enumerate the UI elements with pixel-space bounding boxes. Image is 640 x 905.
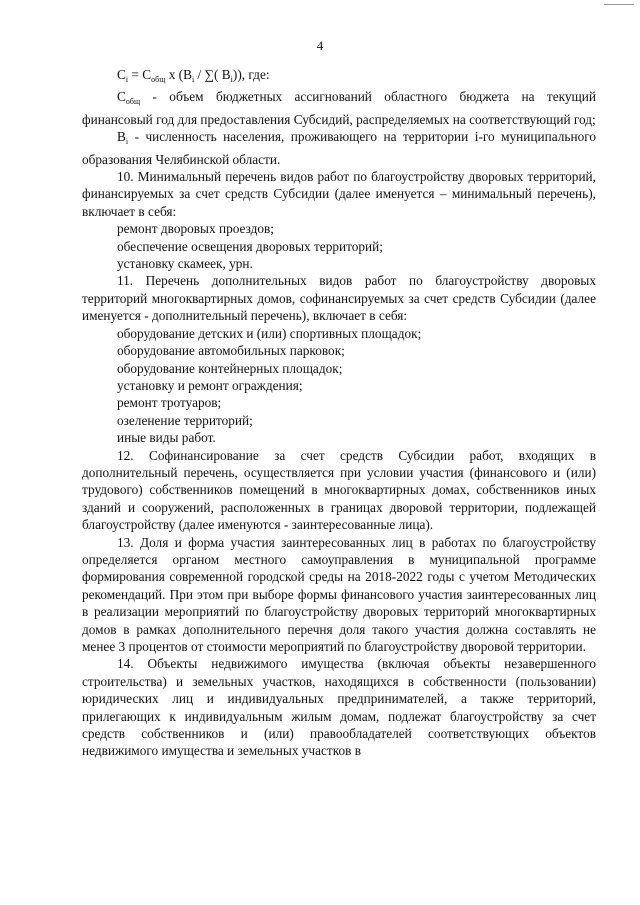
list-item: оборудование контейнерных площадок;	[117, 360, 343, 376]
list-item: установку скамеек, урн.	[117, 256, 253, 272]
paragraph-14: 14. Объекты недвижимого имущества (включая объекты незавершенного строительства) и земельных участков, находящихся в собственности (пользовании) юридических лиц и индивидуальных предпринимателей, а также территорий, прилегающих к индивидуальным жилым домам, подлежат благоустройству за счет средств собственников и (или) правообладателей соответствующих объектов недвижимого имущества и земельных участков в	[82, 656, 596, 759]
document-body	[82, 66, 596, 760]
list-item: обеспечение освещения дворовых территорий;	[117, 238, 383, 254]
list-item: оборудование автомобильных парковок;	[117, 343, 345, 359]
page-number: 4	[316, 38, 324, 53]
definition-c-obsh: $C_{общ}$ - объем бюджетных ассигнований областного бюджета на текущий финансовый год для предоставления Субсидий, распределяемых на соответствующий год;	[82, 89, 596, 127]
list-item: иные виды работ.	[117, 430, 216, 446]
definition-b-i: $B_i$ - численность населения, проживающего на территории i-го муниципального образования Челябинской области.	[82, 129, 596, 167]
list-item: ремонт тротуаров;	[117, 395, 222, 411]
paragraph-13: 13. Доля и форма участия заинтересованных лиц в работах по благоустройству определяется органом местного самоуправления в муниципальной программе формирования современной городской среды на 2018-2022 годы с учетом Методических рекомендаций. При этом при выборе формы финансового участия заинтересованных лиц в реализации мероприятий по благоустройству дворовых территорий многоквартирных домов в рамках дополнительного перечня доля такого участия должна составлять не менее 3 процентов от стоимости мероприятий по благоустройству дворовой территории.	[82, 534, 596, 654]
scan-edge-mark	[604, 4, 634, 5]
paragraph-11: 11. Перечень дополнительных видов работ по благоустройству дворовых территорий многоквартирных домов, софинансируемых за счет средств Субсидии (далее именуется - дополнительный перечень), включает в себя:	[82, 273, 596, 324]
list-item: оборудование детских и (или) спортивных площадок;	[117, 325, 422, 341]
list-item: озеленение территорий;	[117, 412, 253, 428]
formula-line: $C_i = C_{общ}$ x ($B_i$ / ∑( $B_i$)), где:	[117, 67, 270, 84]
paragraph-12: 12. Софинансирование за счет средств Субсидии работ, входящих в дополнительный перечень, осуществляется при условии участия (финансового и (или) трудового) собственников помещений в многоквартирных домах, собственников иных зданий и сооружений, расположенных в границах дворовой территории, подлежащей благоустройству (далее именуются - заинтересованные лица).	[82, 447, 596, 533]
list-item: ремонт дворовых проездов;	[117, 221, 274, 237]
paragraph-10: 10. Минимальный перечень видов работ по благоустройству дворовых территорий, финансируемых за счет средств Субсидии (далее именуется – минимальный перечень), включает в себя:	[82, 169, 596, 219]
list-item: установку и ремонт ограждения;	[117, 377, 303, 393]
